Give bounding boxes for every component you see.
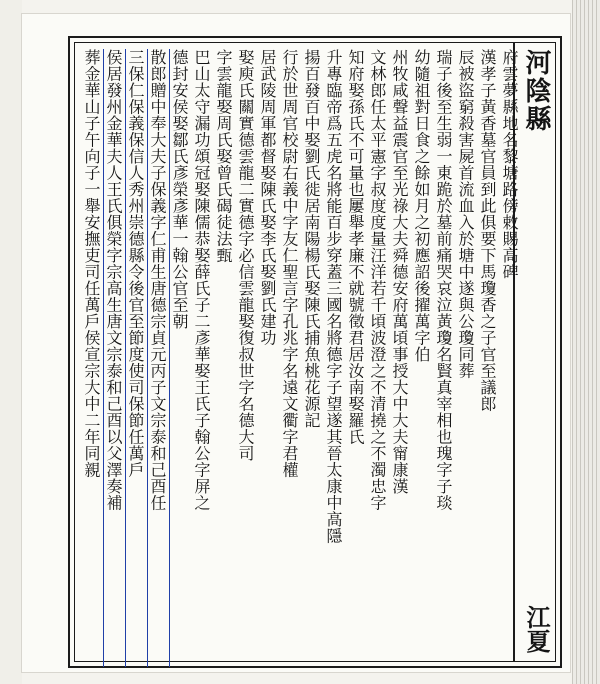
text-column-16: 德封安侯娶鄒氏彥榮彥華一翰公官至朝 [169, 49, 191, 667]
document-page [22, 14, 570, 672]
text-column-14: 字雲龍娶周氏娶曾氏碣徒法甄 [214, 49, 233, 264]
text-column-17: 散郎贈中奉大夫子保義字仁甫生唐德宗貞元丙子文宗泰和己酉任 [147, 49, 169, 667]
page-frame-inner [74, 42, 556, 662]
text-column-9: 升專臨帝爲五虎名將能百步穿蓋三國名將德字子望遂其晉太康中高隱 [324, 49, 343, 544]
text-column-5: 幼隨祖對日食之餘如月之初應詔後擢萬字伯 [412, 49, 431, 363]
text-column-19: 侯居發州金華夫人王氏俱榮字宗高生唐文宗泰和己酉以父澤奏補 [103, 49, 125, 667]
text-column-7: 文林郎任太平憲字叔度度量汪洋若千頃波澄之不清撓之不濁忠字 [368, 49, 387, 511]
left-margin [0, 0, 22, 684]
volume-subtitle: 江夏 [522, 605, 551, 653]
text-column-8: 知府娶孫氏不可量也屢舉孝廉不就號徵君居汝南娶羅氏 [346, 49, 365, 445]
text-column-1: 府雲夢縣地名黎塘路傍敕賜高碑 [500, 49, 519, 280]
page-frame [68, 36, 562, 668]
text-column-4: 瑞子後至生弱一東跪於墓前痛哭哀泣黃瓊名賢真宰相也瑰字子琰 [434, 49, 453, 511]
text-column-12: 居武陵周軍都督娶陳氏娶李氏娶劉氏建功 [258, 49, 277, 346]
text-column-15: 巴山太守漏功頌冠娶陳儒恭娶薛氏子二彥華娶王氏子翰公字屏之 [192, 49, 211, 511]
text-column-6: 州牧咸聲益震官至光祿大夫舜德安府萬頃事授大中大夫甯康漢 [390, 49, 409, 495]
text-column-10: 揚百發百中娶劉氏徙居南陽楊氏娶陳氏捕魚桃花源記 [302, 49, 321, 429]
volume-title: 河陰縣 [521, 49, 551, 133]
text-column-11: 行於世周官校尉右義中字友仁聖言字孔兆字名遠文衢字君權 [280, 49, 299, 478]
text-columns [81, 49, 521, 667]
text-column-13: 娶庾氏關實德雲龍二實德字必信雲龍娶復叔世字名德大司 [236, 49, 255, 462]
book-spine-edge [572, 0, 600, 684]
text-column-3: 辰被盜窮殺害屍首流血入於塘中遂與公瓊同葬 [456, 49, 475, 379]
text-column-18: 三保仁保義保信人秀州崇德縣令後官至節度使司保節任萬戶 [125, 49, 147, 667]
text-column-20: 葬金華山子午向子一舉安撫吏司任萬戶侯宣宗大中二年同親 [82, 49, 101, 478]
text-column-2: 漢孝子黃香墓官員到此俱要下馬瓊香之子官至議郎 [478, 49, 497, 412]
